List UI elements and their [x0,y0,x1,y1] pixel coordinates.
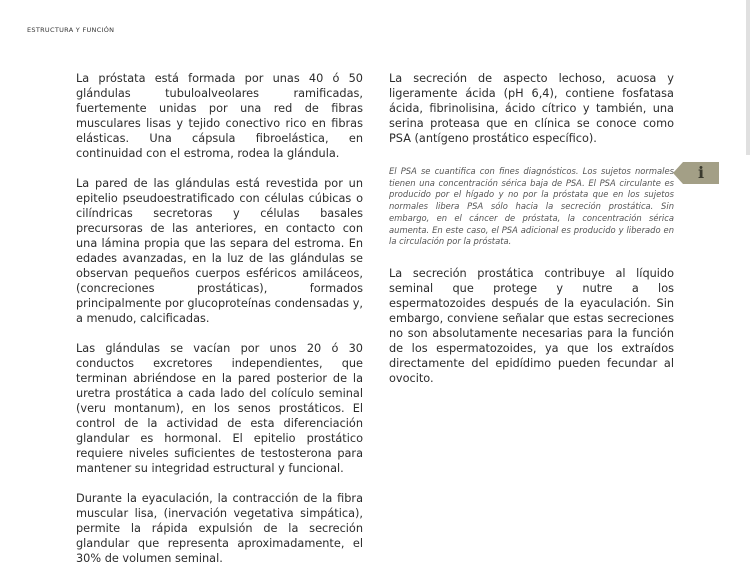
paragraph-ejaculation: Durante la eyaculación, la contracción de la fibra muscular lisa, (inervación vegetativa simpática), permite la rápida expulsión de la secreción glandular que representa aproximadamente, el 30% de volumen seminal. [76,492,363,565]
paragraph-seminal-fluid: La secreción prostática contribuye al líquido seminal que protege y nutre a los espermatozoides después de la eyaculación. Sin embargo, conviene señalar que estas secreciones no son absolutamente necesarias para la función de los espermatozoides, ya que los extraídos directamente del epidídimo pueden fecundar al ovocito. [389,266,674,385]
paragraph-structure: La próstata está formada por unas 40 ó 50 glándulas tubuloalveolares ramificadas, fuertemente unidas por una red de fibras musculares lisas y tejido conectivo rico en fibras elásticas. Una cápsula fibroelástica, en continuidad con el estroma, rodea la glándula. [76,72,363,160]
paragraph-secretion: La secreción de aspecto lechoso, acuosa y ligeramente ácida (pH 6,4), contiene fosfatasa ácida, fibrinolisina, ácido cítrico y también, una serina proteasa que en clínica se conoce como PSA (antígeno prostático específico). [389,72,674,145]
scrollbar[interactable] [746,0,750,563]
paragraph-ducts: Las glándulas se vacían por unos 20 ó 30 conductos excretores independientes, que terminan abriéndose en la pared posterior de la uretra prostática a cada lado del colículo seminal (veru montanum), en los senos prostáticos. El control de la actividad de esta diferenciación glandular es hormonal. El epitelio prostático requiere niveles suficientes de testosterona para mantener su integridad estructural y funcional. [76,342,363,475]
paragraph-gland-wall: La pared de las glándulas está revestida por un epitelio pseudoestratificado con células cúbicas o cilíndricas secretoras y células basales precursoras de las anteriores, en contacto con una lámina propia que las separa del estroma. En edades avanzadas, en la luz de las glándulas se observan pequeños cuerpos esféricos amiláceos, (concreciones prostáticas), formados principalmente por glucoproteínas condensadas y, a menudo, calcificadas. [76,177,363,325]
right-column [389,71,674,386]
left-column [76,71,363,566]
info-tab[interactable] [683,162,719,184]
section-header: ESTRUCTURA Y FUNCIÓN [27,26,115,34]
info-icon: i [697,163,705,182]
psa-note: El PSA se cuantifica con fines diagnósticos. Los sujetos normales tienen una concentración sérica baja de PSA. El PSA circulante es producido por el hígado y no por la próstata que en los sujetos normales libera PSA sólo hacia la secreción prostática. Sin embargo, en el cáncer de próstata, la concentración sérica aumenta. En este caso, el PSA adicional es producido y liberado en la circulación por la próstata. [389,166,674,247]
